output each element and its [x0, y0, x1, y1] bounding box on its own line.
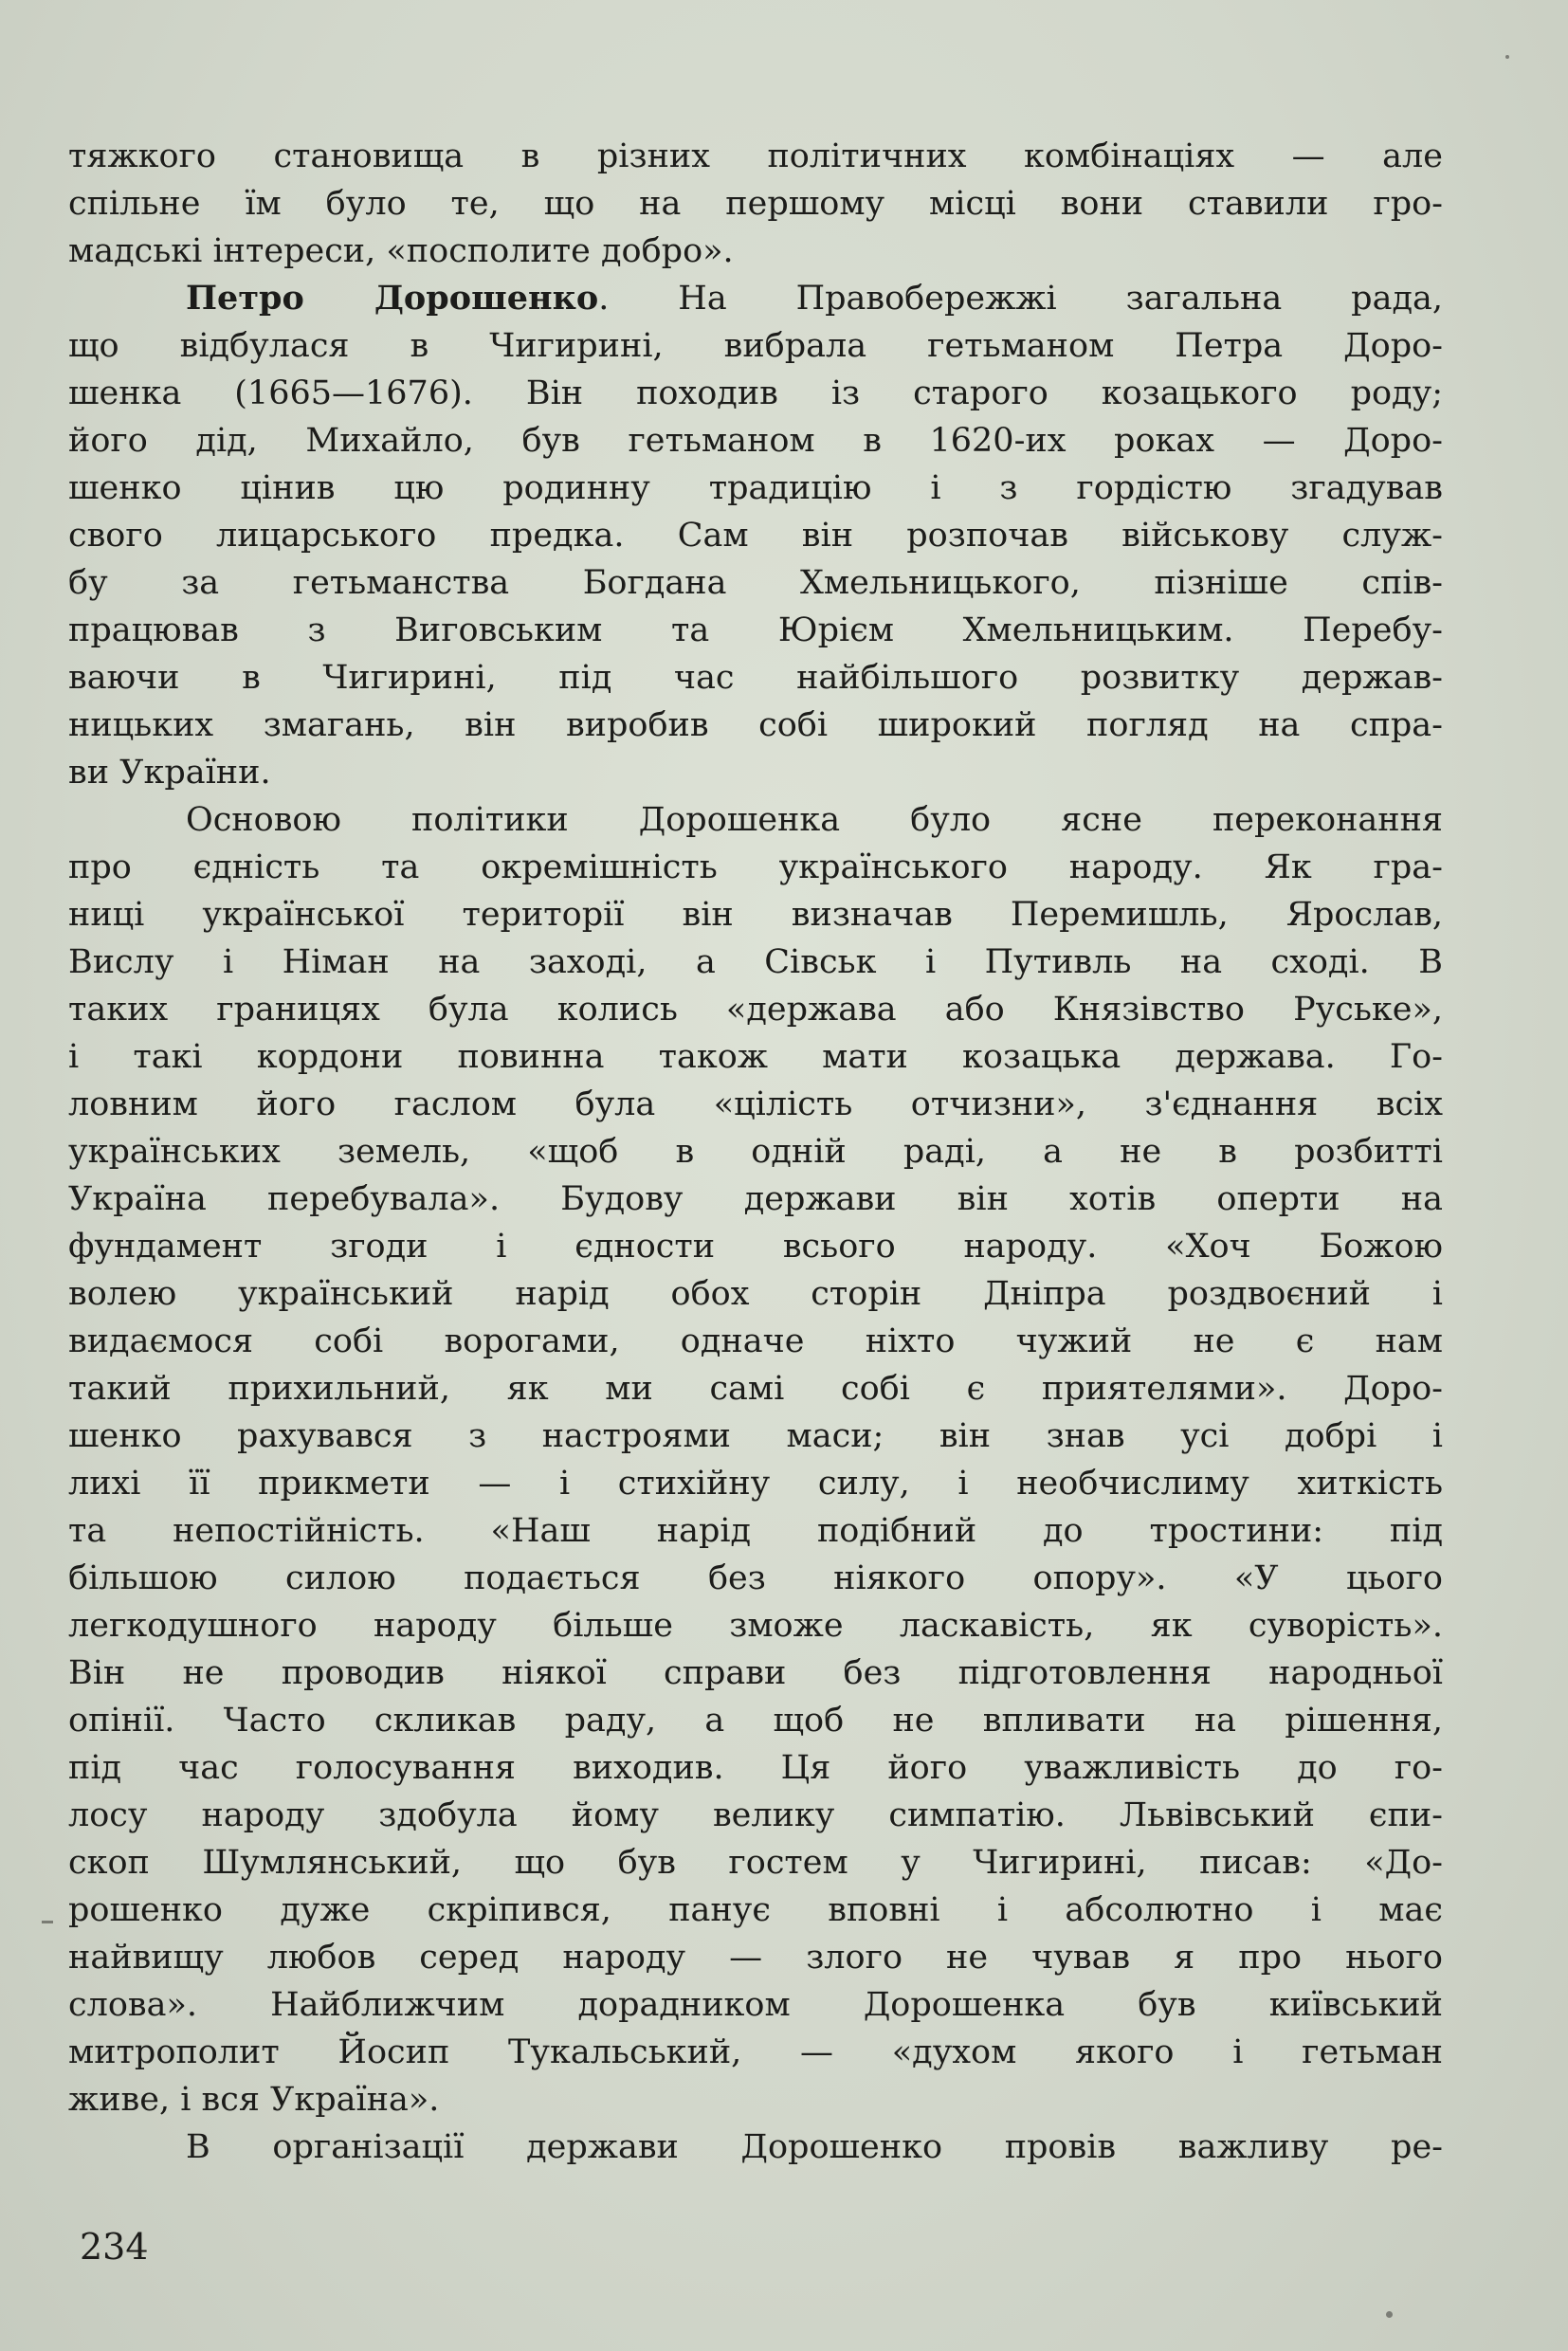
text-line [68, 1270, 1443, 1318]
line-text: Він не проводив ніякої справи без підготовлення народньої [68, 1654, 1443, 1692]
line-text: волею український нарід обох сторін Дніпра роздвоєний і [68, 1275, 1443, 1313]
line-text: лосу народу здобула йому велику симпатію. Львівський єпи- [68, 1796, 1443, 1834]
line-text: українських земель, «щоб в одній раді, а не в розбитті [68, 1133, 1443, 1171]
text-line [68, 180, 1443, 228]
text-line [68, 1081, 1443, 1128]
line-text: шенка (1665—1676). Він походив із старого козацького роду; [68, 374, 1443, 412]
line-text: що відбулася в Чигирині, вибрала гетьманом Петра Доро- [68, 327, 1443, 365]
text-line [68, 465, 1443, 512]
text-line [68, 1128, 1443, 1176]
text-line [68, 796, 1443, 844]
text-line [68, 749, 1443, 796]
line-text: під час голосування виходив. Ця його уважливість до го- [68, 1749, 1443, 1787]
text-line [68, 559, 1443, 607]
text-line [68, 1507, 1443, 1555]
text-line [68, 654, 1443, 702]
line-text: Україна перебувала». Будову держави він хотів оперти на [68, 1180, 1443, 1218]
line-text: спільне їм було те, що на першому місці вони ставили гро- [68, 185, 1443, 223]
line-text: фундамент згоди і єдности всього народу. «Хоч Божою [68, 1228, 1443, 1266]
text-line [68, 986, 1443, 1033]
text-line [68, 1460, 1443, 1507]
text-line [68, 370, 1443, 417]
line-text: шенко рахувався з настроями маси; він знав усі добрі і [68, 1417, 1443, 1455]
line-text: В організації держави Дорошенко провів важливу ре- [186, 2128, 1443, 2166]
text-line [68, 844, 1443, 891]
line-text: його дід, Михайло, був гетьманом в 1620-их роках — Доро- [68, 422, 1443, 460]
line-text: живе, і вся Україна». [68, 2081, 440, 2119]
scan-speck [1386, 2311, 1393, 2318]
line-text: Вислу і Німан на заході, а Сівськ і Путивль на сході. В [68, 943, 1443, 981]
page-number: 234 [80, 2226, 149, 2268]
text-line [68, 1886, 1443, 1934]
text-line [68, 1318, 1443, 1365]
text-line [68, 1602, 1443, 1649]
line-text: митрополит Йосип Тукальський, — «духом якого і гетьман [68, 2033, 1443, 2071]
line-text: бу за гетьманства Богдана Хмельницького, пізніше спів- [68, 564, 1443, 602]
text-line [68, 1792, 1443, 1839]
text-line [68, 1555, 1443, 1602]
text-line [68, 275, 1443, 322]
text-line [68, 1365, 1443, 1412]
text-line [68, 1981, 1443, 2029]
scan-speck [1505, 55, 1509, 59]
line-text: ви України. [68, 754, 271, 792]
line-text: скоп Шумлянський, що був гостем у Чигирині, писав: «До- [68, 1844, 1443, 1882]
text-line [68, 322, 1443, 370]
text-line [68, 1412, 1443, 1460]
line-text: тяжкого становища в різних політичних комбінаціях — але [68, 137, 1443, 175]
text-line [68, 891, 1443, 939]
text-line [68, 2029, 1443, 2076]
line-text: легкодушного народу більше зможе ласкавість, як суворість». [68, 1607, 1443, 1645]
line-text: більшою силою подається без ніякого опору». «У цього [68, 1559, 1443, 1597]
body-text [68, 133, 1443, 2171]
line-text: працював з Виговським та Юрієм Хмельницьким. Перебу- [68, 611, 1443, 649]
text-line [68, 417, 1443, 465]
line-text: слова». Найближчим дорадником Дорошенка був київський [68, 1986, 1443, 2024]
text-line [68, 939, 1443, 986]
line-text: лихі її прикмети — і стихійну силу, і необчислиму хиткість [68, 1465, 1443, 1503]
line-text: такий прихильний, як ми самі собі є приятелями». Доро- [68, 1370, 1443, 1408]
text-line [68, 1697, 1443, 1744]
text-line [68, 228, 1443, 275]
text-line [68, 2123, 1443, 2171]
text-line [68, 133, 1443, 180]
text-line [68, 2076, 1443, 2123]
line-text: про єдність та окремішність українського народу. Як гра- [68, 848, 1443, 886]
line-text: видаємося собі ворогами, одначе ніхто чужий не є нам [68, 1322, 1443, 1360]
text-line [68, 607, 1443, 654]
text-line [68, 1839, 1443, 1886]
line-text: та непостійність. «Наш нарід подібний до тростини: під [68, 1512, 1443, 1550]
line-text: шенко цінив цю родинну традицію і з гордістю згадував [68, 469, 1443, 507]
scan-mark [42, 1921, 53, 1923]
text-line [68, 1934, 1443, 1981]
section-heading: Петро Дорошенко [186, 279, 599, 318]
line-text: ницьких змагань, він виробив собі широкий погляд на спра- [68, 706, 1443, 744]
text-line [68, 1176, 1443, 1223]
line-text: таких границях була колись «держава або Князівство Руське», [68, 991, 1443, 1029]
line-text: ловним його гаслом була «цілість отчизни», з'єднання всіх [68, 1085, 1443, 1123]
text-line [68, 702, 1443, 749]
text-line [68, 1223, 1443, 1270]
text-line [68, 1744, 1443, 1792]
text-line [68, 512, 1443, 559]
text-line [68, 1649, 1443, 1697]
line-text: найвищу любов серед народу — злого не чував я про нього [68, 1939, 1443, 1977]
line-text: опінії. Часто скликав раду, а щоб не впливати на рішення, [68, 1702, 1443, 1740]
line-text: ниці української території він визначав Перемишль, Ярослав, [68, 896, 1443, 934]
line-text: свого лицарського предка. Сам він розпочав військову служ- [68, 517, 1443, 555]
line-text: Основою політики Дорошенка було ясне переконання [186, 801, 1443, 839]
line-text: і такі кордони повинна також мати козацька держава. Го- [68, 1038, 1443, 1076]
line-text: ваючи в Чигирині, під час найбільшого розвитку держав- [68, 659, 1443, 697]
line-text: мадські інтереси, «посполите добро». [68, 232, 734, 270]
text-line [68, 1033, 1443, 1081]
line-text: . На Правобережжі загальна рада, [598, 280, 1443, 318]
line-text: рошенко дуже скріпився, панує вповні і абсолютно і має [68, 1891, 1443, 1929]
